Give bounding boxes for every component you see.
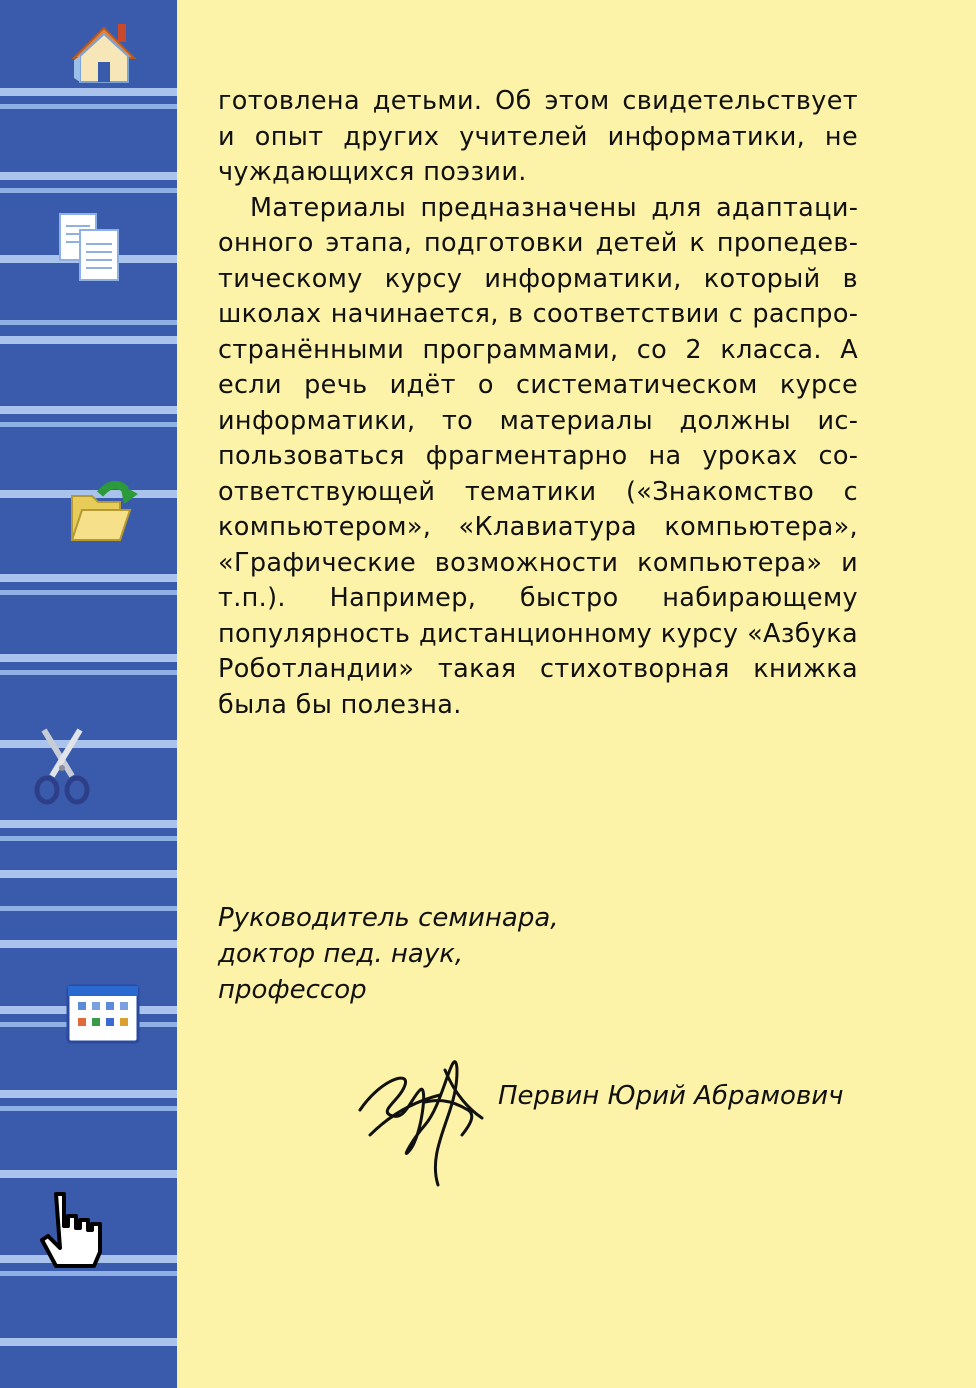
folder-open-icon[interactable]	[68, 476, 140, 546]
sidebar-stripe	[0, 188, 177, 193]
paragraph-2: Материалы предназначены для адаптационного этапа, подготовки детей к пропедевтическому курсу информатики, который в школах начинается, в соответствии с распространёнными программами, со 2 класса. А если речь идёт о систематическом курсе информатики, то материалы должны использоваться фрагментарно на уроках соответствующей тематики («Знакомство с компьютером», «Клавиатура компьютера», «Графические возможности компьютера» и т.п.). Например, быстро набирающему популярность дистанционному курсу «Азбука Роботландии» такая стихотворная книжка была бы полезна.	[218, 192, 858, 720]
sidebar-stripe	[0, 1170, 177, 1178]
sidebar-stripe	[0, 1090, 177, 1098]
sidebar-stripe	[0, 590, 177, 595]
sidebar	[0, 0, 177, 1388]
paragraph-1: готовлена детьми. Об этом свидетельствует и опыт других учителей информатики, не чуждающихся поэзии.	[218, 86, 858, 187]
sidebar-stripe	[0, 1338, 177, 1346]
handwritten-signature	[350, 1040, 490, 1190]
sidebar-stripe	[0, 422, 177, 427]
sidebar-stripe	[0, 406, 177, 414]
signature-rank: профессор	[218, 975, 367, 1005]
sidebar-stripe	[0, 172, 177, 180]
sidebar-stripe	[0, 1271, 177, 1276]
sidebar-stripe	[0, 940, 177, 948]
sidebar-stripe	[0, 906, 177, 911]
sidebar-stripe	[0, 336, 177, 344]
sidebar-stripe	[0, 654, 177, 662]
documents-icon[interactable]	[56, 210, 126, 284]
sidebar-stripe	[0, 104, 177, 109]
body-text	[218, 84, 858, 723]
signature-degree: доктор пед. наук,	[218, 939, 464, 969]
author-name: Первин Юрий Абрамович	[498, 1081, 844, 1111]
signature-title-block	[218, 900, 559, 1008]
sidebar-stripe	[0, 1106, 177, 1111]
sidebar-stripe	[0, 670, 177, 675]
window-grid-icon[interactable]	[66, 984, 140, 1044]
sidebar-stripe	[0, 836, 177, 841]
sidebar-stripe	[0, 574, 177, 582]
sidebar-stripe	[0, 870, 177, 878]
home-icon[interactable]	[70, 22, 140, 86]
sidebar-stripe	[0, 88, 177, 96]
scissors-icon[interactable]	[32, 726, 92, 806]
signature-role: Руководитель семинара,	[218, 903, 559, 933]
sidebar-stripe	[0, 320, 177, 325]
hand-pointer-icon[interactable]	[38, 1190, 104, 1270]
sidebar-stripe	[0, 820, 177, 828]
